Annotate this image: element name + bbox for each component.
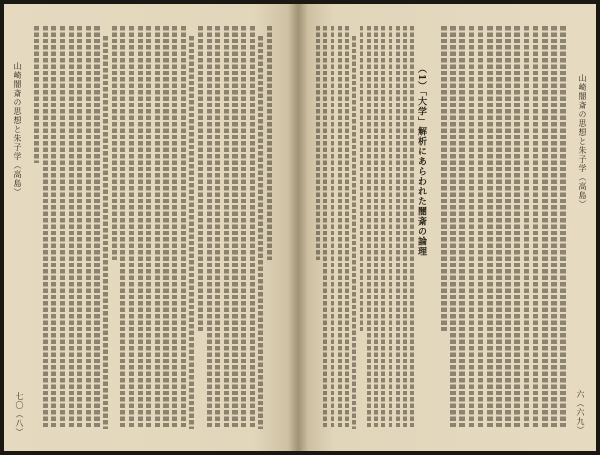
right-page bbox=[298, 4, 596, 451]
book-spread bbox=[4, 4, 596, 451]
left-running-head: 山崎闇斎の思想と朱子学（高島） bbox=[13, 62, 22, 197]
section-heading: （1）「大学」解析にあらわれた闇斎の論理 bbox=[416, 64, 426, 257]
right-page-body-text-a bbox=[316, 26, 414, 429]
left-page bbox=[4, 4, 298, 451]
right-page-number: 六（六九） bbox=[576, 390, 585, 435]
left-page-number: 七〇（八） bbox=[15, 392, 24, 437]
right-running-head: 山崎闇斎の思想と朱子学（高島） bbox=[578, 74, 587, 209]
right-page-body-text-b bbox=[436, 26, 566, 429]
left-page-body-text bbox=[34, 26, 272, 429]
